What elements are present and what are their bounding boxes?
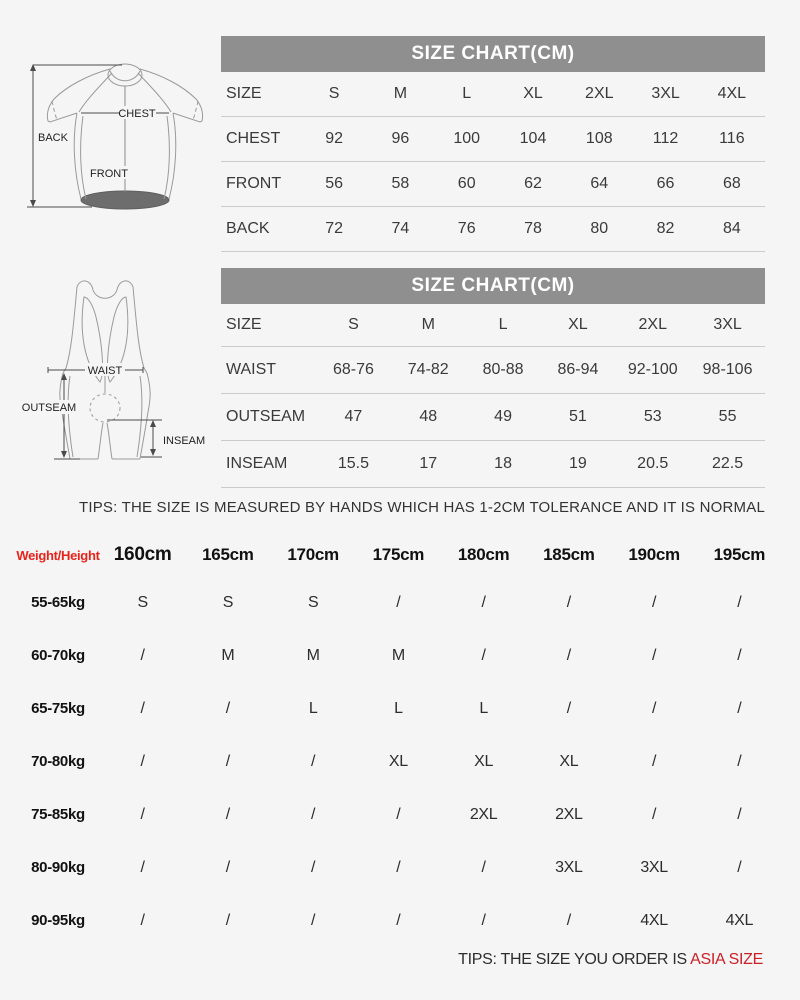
measurement-row-chest xyxy=(221,117,765,162)
measurement-value-cell: 64 xyxy=(590,175,609,192)
measurement-value-cell: 116 xyxy=(719,130,745,147)
measurement-value-cell: 56 xyxy=(325,175,344,192)
measurement-row-outseam xyxy=(221,394,765,441)
height-header-cell: 170cm xyxy=(287,545,339,564)
bib-size-table xyxy=(221,268,765,488)
fit-size-cell: / xyxy=(737,646,742,664)
weight-range-label: 60-70kg xyxy=(31,647,85,664)
fit-size-cell: / xyxy=(140,911,145,929)
measurement-value-cell: 74 xyxy=(391,220,410,237)
measurement-label: FRONT xyxy=(226,175,282,192)
matrix-row xyxy=(0,629,782,682)
fit-size-cell: XL xyxy=(388,752,408,770)
height-header-cell: 185cm xyxy=(543,545,595,564)
front-label: FRONT xyxy=(90,168,128,180)
measurement-value-cell: 86-94 xyxy=(557,361,599,378)
size-header-label: SIZE xyxy=(226,316,262,333)
fit-size-cell: / xyxy=(737,858,742,876)
outseam-dimension-arrow xyxy=(54,373,80,459)
height-header-cell: 175cm xyxy=(372,545,425,564)
size-header-cell: XL xyxy=(568,316,588,333)
size-header-cell: 3XL xyxy=(651,85,680,102)
fit-size-cell: M xyxy=(221,646,235,664)
fit-size-cell: 4XL xyxy=(725,911,754,929)
measurement-label: WAIST xyxy=(226,361,277,378)
measurement-value-cell: 18 xyxy=(494,455,512,472)
fit-size-cell: / xyxy=(225,699,230,717)
size-header-cell: M xyxy=(393,85,408,102)
footer-tip-highlight: ASIA SIZE xyxy=(690,951,763,968)
weight-range-label: 55-65kg xyxy=(31,594,85,611)
measurement-value-cell: 76 xyxy=(457,220,476,237)
weight-range-label: 70-80kg xyxy=(31,753,85,770)
measurement-value-cell: 19 xyxy=(569,455,587,472)
fit-size-cell: M xyxy=(391,646,405,664)
measurement-value-cell: 72 xyxy=(325,220,344,237)
measurement-value-cell: 92 xyxy=(325,130,344,147)
measurement-value-cell: 60 xyxy=(457,175,476,192)
size-header-row xyxy=(221,72,765,117)
tolerance-tip: TIPS: THE SIZE IS MEASURED BY HANDS WHICH HAS 1-2CM TOLERANCE AND IT IS NORMAL xyxy=(78,499,765,516)
height-header-cell: 180cm xyxy=(457,545,510,564)
fit-size-cell: XL xyxy=(559,752,579,770)
fit-size-cell: / xyxy=(566,699,571,717)
measurement-row-waist xyxy=(221,347,765,394)
size-header-row xyxy=(221,304,765,347)
weight-range-label: 65-75kg xyxy=(31,700,85,717)
waist-label: WAIST xyxy=(87,365,123,377)
measurement-value-cell: 112 xyxy=(652,130,679,147)
measurement-value-cell: 108 xyxy=(585,130,613,147)
fit-size-cell: L xyxy=(479,699,488,717)
weight-height-label: Weight/Height xyxy=(16,547,100,563)
fit-size-cell: 3XL xyxy=(640,858,668,876)
measurement-value-cell: 49 xyxy=(494,408,512,425)
fit-size-cell: / xyxy=(225,911,230,929)
fit-matrix xyxy=(0,534,782,947)
fit-size-cell: L xyxy=(394,699,403,717)
fit-size-cell: / xyxy=(566,646,571,664)
fit-size-cell: / xyxy=(140,752,145,770)
measurement-value-cell: 74-82 xyxy=(407,361,449,378)
measurement-value-cell: 66 xyxy=(656,175,675,192)
measurement-row-front xyxy=(221,162,765,207)
height-header-cell: 165cm xyxy=(202,545,254,564)
fit-size-cell: / xyxy=(140,699,145,717)
size-header-cell: S xyxy=(328,85,340,102)
jersey-hem-shadow xyxy=(81,191,169,209)
size-chart-title-bar xyxy=(221,36,765,72)
fit-size-cell: / xyxy=(396,858,401,876)
fit-size-cell: 4XL xyxy=(640,911,668,929)
fit-size-cell: / xyxy=(311,752,316,770)
size-chart-title: SIZE CHART(CM) xyxy=(411,275,575,296)
measurement-value-cell: 15.5 xyxy=(337,455,369,472)
fit-size-cell: / xyxy=(311,858,316,876)
measurement-value-cell: 92-100 xyxy=(627,361,678,378)
footer-tip-text: TIPS: THE SIZE YOU ORDER IS xyxy=(458,951,691,968)
measurement-value-cell: 55 xyxy=(718,408,737,425)
fit-size-cell: / xyxy=(481,858,486,876)
fit-size-cell: / xyxy=(481,646,486,664)
measurement-value-cell: 58 xyxy=(391,175,410,192)
outseam-label: OUTSEAM xyxy=(21,402,77,414)
matrix-row xyxy=(0,576,782,629)
matrix-header-row xyxy=(0,534,782,576)
weight-range-label: 80-90kg xyxy=(31,859,85,876)
measurement-value-cell: 80 xyxy=(590,220,609,237)
height-header-cell: 160cm xyxy=(113,544,172,565)
fit-size-cell: / xyxy=(396,911,401,929)
measurement-label: OUTSEAM xyxy=(226,408,306,425)
measurement-value-cell: 104 xyxy=(519,130,547,147)
measurement-value-cell: 84 xyxy=(722,220,741,237)
fit-size-cell: / xyxy=(737,805,742,823)
fit-size-cell: / xyxy=(652,805,657,823)
measurement-value-cell: 51 xyxy=(569,408,587,425)
weight-range-label: 90-95kg xyxy=(31,912,85,929)
jersey-diagram xyxy=(10,20,210,235)
fit-size-cell: / xyxy=(140,805,145,823)
fit-size-cell: / xyxy=(652,646,657,664)
fit-size-cell: S xyxy=(222,593,234,611)
measurement-value-cell: 48 xyxy=(419,408,438,425)
fit-size-cell: XL xyxy=(474,752,494,770)
fit-size-cell: / xyxy=(140,858,145,876)
fit-size-cell: M xyxy=(306,646,320,664)
fit-size-cell: / xyxy=(396,593,401,611)
size-header-cell: 2XL xyxy=(638,316,667,333)
matrix-row xyxy=(0,682,782,735)
fit-size-cell: S xyxy=(307,593,319,611)
height-header-cell: 195cm xyxy=(713,545,766,564)
inseam-label: INSEAM xyxy=(163,435,206,447)
fit-size-cell: / xyxy=(566,911,571,929)
fit-size-cell: / xyxy=(652,752,657,770)
size-header-cell: 3XL xyxy=(713,316,742,333)
measurement-row-inseam xyxy=(221,441,765,488)
fit-size-cell: / xyxy=(566,593,571,611)
chamois-pad xyxy=(90,394,120,422)
measurement-value-cell: 20.5 xyxy=(637,455,669,472)
measurement-value-cell: 53 xyxy=(643,408,662,425)
measurement-value-cell: 68-76 xyxy=(332,361,374,378)
measurement-label: BACK xyxy=(226,220,270,237)
measurement-value-cell: 80-88 xyxy=(482,361,524,378)
fit-size-cell: / xyxy=(737,699,742,717)
footer-tip xyxy=(458,951,763,969)
measurement-value-cell: 98-106 xyxy=(702,361,753,378)
fit-size-cell: / xyxy=(481,593,486,611)
measurement-value-cell: 82 xyxy=(656,220,675,237)
size-chart-title: SIZE CHART(CM) xyxy=(411,43,575,64)
size-header-cell: XL xyxy=(523,85,543,102)
fit-size-cell: / xyxy=(311,911,316,929)
fit-size-cell: / xyxy=(396,805,401,823)
measurement-value-cell: 100 xyxy=(453,130,481,147)
measurement-value-cell: 22.5 xyxy=(712,455,744,472)
fit-size-cell: / xyxy=(225,805,230,823)
fit-size-cell: 3XL xyxy=(555,858,583,876)
matrix-row xyxy=(0,735,782,788)
back-label: BACK xyxy=(38,132,68,144)
fit-size-cell: L xyxy=(308,699,318,717)
fit-size-cell: 2XL xyxy=(469,805,498,823)
measurement-label: CHEST xyxy=(226,130,281,147)
fit-size-cell: / xyxy=(737,752,742,770)
weight-range-label: 75-85kg xyxy=(31,806,85,823)
fit-size-cell: / xyxy=(311,805,316,823)
fit-size-cell: / xyxy=(652,699,657,717)
size-header-cell: 2XL xyxy=(585,85,614,102)
measurement-value-cell: 68 xyxy=(722,175,741,192)
size-header-cell: 4XL xyxy=(717,85,747,102)
fit-size-cell: / xyxy=(225,858,230,876)
height-header-cell: 190cm xyxy=(628,545,680,564)
fit-size-cell: / xyxy=(225,752,230,770)
size-header-label: SIZE xyxy=(226,85,262,102)
fit-size-cell: / xyxy=(481,911,486,929)
inseam-dimension-arrow xyxy=(107,420,162,457)
measurement-value-cell: 78 xyxy=(524,220,542,237)
size-header-cell: S xyxy=(348,316,359,333)
fit-size-cell: / xyxy=(652,593,657,611)
fit-size-cell: 2XL xyxy=(555,805,583,823)
chest-label: CHEST xyxy=(118,108,156,120)
matrix-row xyxy=(0,788,782,841)
fit-size-cell: S xyxy=(137,593,148,611)
size-header-cell: M xyxy=(421,316,435,333)
size-header-cell: L xyxy=(462,85,472,102)
jersey-size-table xyxy=(221,36,765,252)
bib-shorts-diagram xyxy=(0,270,210,490)
size-chart-title-bar xyxy=(221,268,765,304)
fit-size-cell: / xyxy=(140,646,145,664)
size-header-cell: L xyxy=(498,316,508,333)
measurement-value-cell: 47 xyxy=(344,408,363,425)
measurement-row-back xyxy=(221,207,765,252)
matrix-row xyxy=(0,841,782,894)
matrix-row xyxy=(0,894,782,947)
measurement-label: INSEAM xyxy=(226,455,288,472)
measurement-value-cell: 17 xyxy=(419,455,438,472)
measurement-value-cell: 62 xyxy=(524,175,542,192)
measurement-value-cell: 96 xyxy=(391,130,410,147)
fit-size-cell: / xyxy=(737,593,742,611)
